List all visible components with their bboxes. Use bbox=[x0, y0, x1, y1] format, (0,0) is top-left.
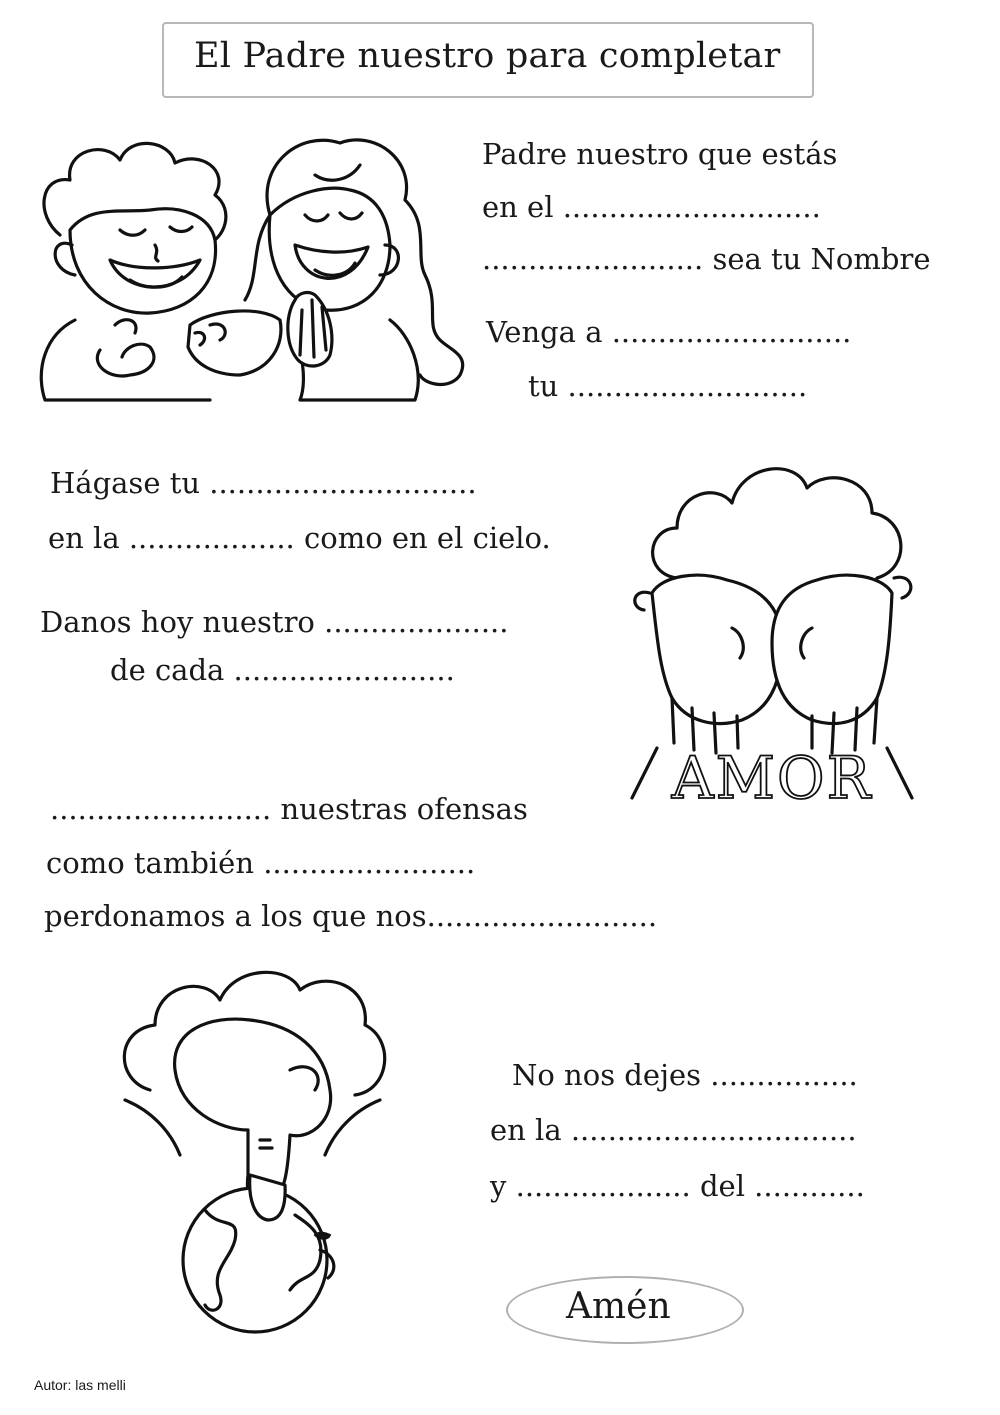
hand-globe-illustration bbox=[110, 960, 410, 1340]
prayer-line-7: en la .................. como en el cielo. bbox=[48, 521, 551, 555]
cloud bbox=[653, 469, 901, 578]
prayer-line-2: en el ............................ bbox=[482, 190, 821, 224]
boy-body bbox=[41, 320, 210, 400]
prayer-line-5: tu .......................... bbox=[528, 369, 808, 403]
prayer-line-12: perdonamos a los que nos......................... bbox=[44, 899, 658, 933]
prayer-line-9: de cada ........................ bbox=[110, 653, 455, 687]
prayer-line-10: ........................ nuestras ofensas bbox=[50, 792, 528, 826]
prayer-line-14: en la ............................... bbox=[490, 1113, 857, 1147]
prayer-line-3: ........................ sea tu Nombre bbox=[482, 242, 931, 276]
amor-label: AMOR bbox=[671, 744, 873, 812]
prayer-line-15: y ................... del ............ bbox=[490, 1169, 865, 1203]
praying-children-illustration bbox=[30, 135, 470, 410]
prayer-line-1: Padre nuestro que estás bbox=[482, 137, 838, 171]
author-credit: Autor: las melli bbox=[34, 1377, 126, 1393]
prayer-line-13: No nos dejes ................ bbox=[512, 1058, 858, 1092]
prayer-line-8: Danos hoy nuestro .................... bbox=[40, 605, 509, 639]
amen-text: Amén bbox=[566, 1286, 671, 1327]
page-title: El Padre nuestro para completar bbox=[194, 36, 781, 76]
prayer-line-4: Venga a .......................... bbox=[486, 315, 852, 349]
prayer-line-6: Hágase tu ............................. bbox=[50, 466, 477, 500]
right-hand bbox=[772, 575, 892, 723]
prayer-line-11: como también ....................... bbox=[46, 846, 476, 880]
girl-face bbox=[269, 188, 390, 310]
amor-hands-illustration bbox=[622, 458, 922, 813]
